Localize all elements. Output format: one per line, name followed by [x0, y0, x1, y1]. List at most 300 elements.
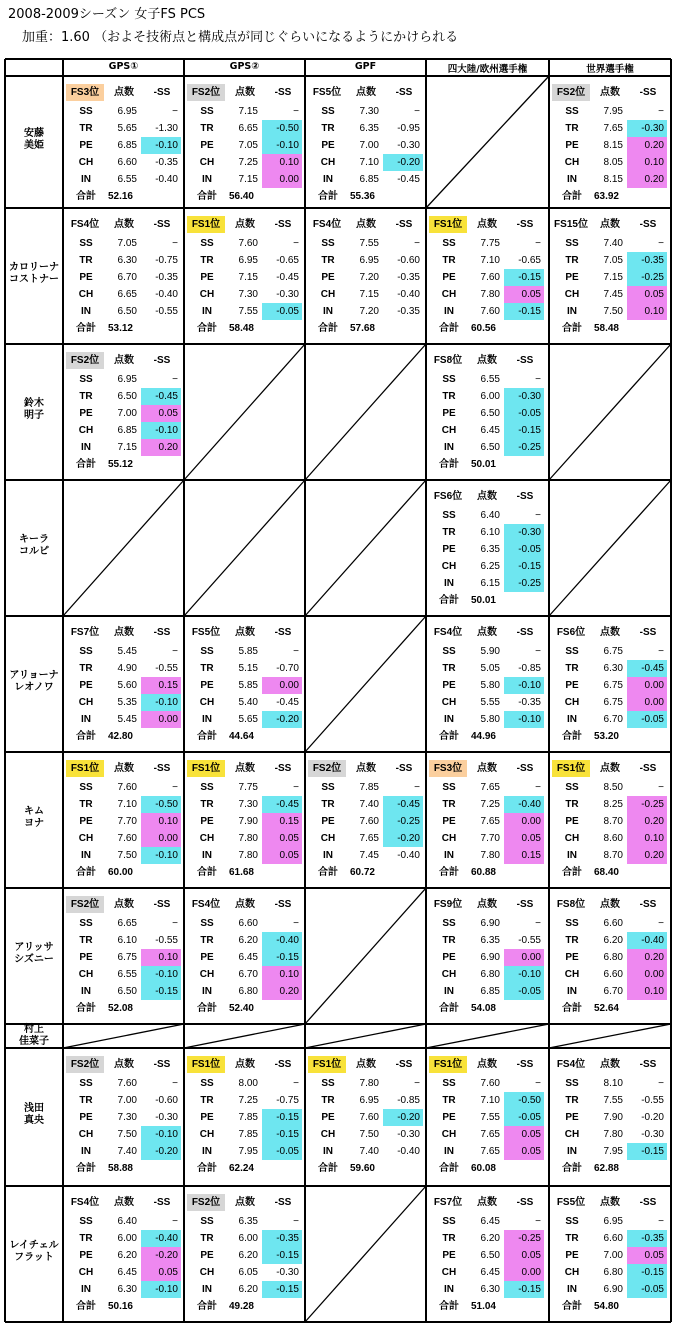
diff-value: -0.55 — [518, 935, 541, 946]
diff-value: -0.15 — [262, 1109, 302, 1126]
component-score: 6.45 — [480, 425, 500, 436]
diff-value: -0.45 — [262, 796, 302, 813]
component-label: SS — [321, 1078, 335, 1089]
total-label: 合計 — [76, 459, 96, 470]
component-label: IN — [444, 850, 454, 861]
component-score: 6.95 — [603, 1216, 623, 1227]
component-label: CH — [441, 561, 457, 572]
component-score: 8.60 — [603, 833, 623, 844]
rank-badge: FS1位 — [429, 1056, 467, 1073]
diff-value: -0.40 — [155, 174, 178, 185]
component-label: IN — [323, 306, 333, 317]
diff-value: -0.15 — [262, 1247, 302, 1264]
total-label: 合計 — [197, 731, 217, 742]
total-score: 53.12 — [107, 323, 133, 334]
component-label: CH — [199, 1267, 215, 1278]
diff-value: -0.35 — [397, 272, 420, 283]
empty-cell-diagonal — [63, 1024, 184, 1048]
diff-value: -0.15 — [504, 558, 544, 575]
component-score: 6.50 — [480, 1250, 500, 1261]
diff-value: -0.10 — [141, 1281, 181, 1298]
diff-value: -0.55 — [155, 935, 178, 946]
diff-value: − — [172, 106, 178, 117]
component-score: 7.70 — [117, 816, 137, 827]
component-label: TR — [442, 1233, 456, 1244]
component-label: PE — [442, 952, 456, 963]
component-score: 6.65 — [117, 289, 137, 300]
empty-cell-diagonal — [305, 480, 426, 616]
total-label: 合計 — [318, 1163, 338, 1174]
score-header: 点数 — [356, 219, 376, 230]
component-score: 7.85 — [359, 782, 379, 793]
skater-name: カロリーナ コストナー — [9, 262, 59, 285]
component-score: 6.20 — [238, 935, 258, 946]
diff-value: -0.20 — [141, 1143, 181, 1160]
diff-header: -SS — [516, 491, 534, 502]
component-label: PE — [442, 544, 456, 555]
empty-cell-diagonal — [305, 888, 426, 1024]
component-score: 7.80 — [238, 833, 258, 844]
total-score: 52.16 — [107, 191, 133, 202]
total-label: 合計 — [76, 323, 96, 334]
diff-value: 0.00 — [141, 711, 181, 728]
component-score: 7.50 — [603, 306, 623, 317]
diff-value: 0.00 — [262, 171, 302, 188]
component-label: IN — [444, 714, 454, 725]
rank-badge: FS15位 — [554, 219, 588, 230]
component-score: 5.05 — [480, 663, 500, 674]
diff-value: 0.15 — [141, 677, 181, 694]
component-label: PE — [200, 140, 214, 151]
component-score: 5.15 — [238, 663, 258, 674]
component-score: 6.60 — [117, 157, 137, 168]
component-label: IN — [81, 306, 91, 317]
component-label: SS — [442, 510, 456, 521]
empty-cell-diagonal — [305, 344, 426, 480]
total-label: 合計 — [562, 191, 582, 202]
component-label: TR — [442, 255, 456, 266]
component-label: PE — [565, 816, 579, 827]
component-label: SS — [321, 238, 335, 249]
component-label: CH — [564, 1267, 580, 1278]
rank-badge: FS4位 — [433, 627, 463, 638]
diff-value: -0.35 — [627, 1230, 667, 1247]
diff-value: -0.50 — [262, 120, 302, 137]
component-score: 5.85 — [238, 646, 258, 657]
component-score: 7.95 — [603, 1146, 623, 1157]
component-label: PE — [200, 952, 214, 963]
diff-value: -0.95 — [397, 123, 420, 134]
component-score: 8.70 — [603, 850, 623, 861]
component-label: SS — [79, 1078, 93, 1089]
rank-badge: FS4位 — [70, 219, 100, 230]
score-header: 点数 — [114, 219, 134, 230]
rank-badge: FS2位 — [308, 760, 346, 777]
diff-value: -0.30 — [155, 1112, 178, 1123]
component-label: CH — [199, 833, 215, 844]
diff-value: -0.40 — [397, 1146, 420, 1157]
diff-value: -0.15 — [262, 1126, 302, 1143]
diff-header: -SS — [516, 763, 534, 774]
diff-value: -0.10 — [504, 711, 544, 728]
component-score: 6.50 — [117, 391, 137, 402]
diff-value: -0.30 — [504, 524, 544, 541]
diff-value: -0.60 — [397, 255, 420, 266]
score-header: 点数 — [114, 1197, 134, 1208]
skater-name: 鈴木 明子 — [24, 398, 44, 421]
diff-value: − — [414, 1078, 420, 1089]
component-label: TR — [442, 799, 456, 810]
total-label: 合計 — [76, 867, 96, 878]
diff-value: − — [172, 1078, 178, 1089]
diff-value: 0.05 — [627, 286, 667, 303]
component-score: 7.80 — [359, 1078, 379, 1089]
component-label: SS — [442, 238, 456, 249]
diff-value: -0.45 — [141, 388, 181, 405]
component-score: 6.65 — [117, 918, 137, 929]
diff-value: -0.55 — [155, 306, 178, 317]
total-score: 60.72 — [349, 867, 375, 878]
component-score: 7.45 — [359, 850, 379, 861]
component-label: TR — [79, 1095, 93, 1106]
component-label: IN — [202, 986, 212, 997]
diff-value: 0.05 — [627, 1247, 667, 1264]
score-header: 点数 — [600, 87, 620, 98]
component-label: SS — [565, 782, 579, 793]
diff-value: -0.10 — [141, 694, 181, 711]
component-score: 7.15 — [117, 442, 137, 453]
component-label: PE — [442, 1250, 456, 1261]
page-subtitle: 加重：1.60 （およそ技術点と構成点が同じぐらいになるようにかけられる — [22, 30, 459, 45]
component-score: 6.60 — [238, 918, 258, 929]
diff-value: -0.35 — [518, 697, 541, 708]
component-score: 6.80 — [238, 986, 258, 997]
component-label: IN — [567, 174, 577, 185]
diff-header: -SS — [395, 763, 413, 774]
component-score: 6.10 — [117, 935, 137, 946]
component-score: 6.55 — [480, 374, 500, 385]
component-score: 5.80 — [480, 680, 500, 691]
component-label: TR — [565, 1095, 579, 1106]
total-score: 59.60 — [349, 1163, 375, 1174]
diff-header: -SS — [153, 219, 171, 230]
diff-value: -0.05 — [504, 541, 544, 558]
diff-value: -0.55 — [641, 1095, 664, 1106]
component-score: 7.40 — [603, 238, 623, 249]
component-score: 6.75 — [117, 952, 137, 963]
score-header: 点数 — [600, 627, 620, 638]
component-score: 6.90 — [480, 918, 500, 929]
component-score: 6.75 — [603, 697, 623, 708]
component-score: 5.35 — [117, 697, 137, 708]
component-label: PE — [321, 140, 335, 151]
diff-value: -0.10 — [141, 847, 181, 864]
score-header: 点数 — [600, 1059, 620, 1070]
rank-badge: FS7位 — [433, 1197, 463, 1208]
component-label: TR — [321, 799, 335, 810]
component-score: 6.00 — [238, 1233, 258, 1244]
component-score: 6.95 — [117, 106, 137, 117]
total-score: 44.64 — [228, 731, 254, 742]
diff-value: 0.05 — [262, 847, 302, 864]
score-header: 点数 — [600, 899, 620, 910]
score-header: 点数 — [235, 899, 255, 910]
event-header: GPS① — [108, 61, 139, 72]
component-label: TR — [442, 1095, 456, 1106]
diff-value: -0.85 — [397, 1095, 420, 1106]
total-label: 合計 — [439, 323, 459, 334]
component-label: PE — [79, 952, 93, 963]
total-label: 合計 — [318, 323, 338, 334]
component-score: 5.60 — [117, 680, 137, 691]
total-label: 合計 — [439, 595, 459, 606]
component-label: PE — [79, 272, 93, 283]
diff-value: -0.05 — [504, 983, 544, 1000]
component-score: 8.25 — [603, 799, 623, 810]
diff-value: 0.20 — [262, 983, 302, 1000]
component-score: 6.15 — [480, 578, 500, 589]
component-label: CH — [320, 833, 336, 844]
component-score: 5.45 — [117, 646, 137, 657]
component-score: 7.65 — [480, 1129, 500, 1140]
diff-value: − — [172, 238, 178, 249]
diff-value: 0.05 — [504, 286, 544, 303]
diff-header: -SS — [639, 1197, 657, 1208]
diff-value: -0.35 — [155, 157, 178, 168]
diff-value: 0.10 — [627, 303, 667, 320]
v-rule — [183, 59, 185, 1322]
diff-value: -0.45 — [276, 272, 299, 283]
component-score: 6.95 — [359, 255, 379, 266]
component-label: SS — [200, 646, 214, 657]
component-score: 6.35 — [238, 1216, 258, 1227]
skater-name: レイチェル フラット — [9, 1240, 59, 1263]
diff-value: -0.30 — [276, 1267, 299, 1278]
component-label: IN — [323, 174, 333, 185]
component-label: IN — [567, 306, 577, 317]
rank-badge: FS4位 — [70, 1197, 100, 1208]
diff-header: -SS — [516, 219, 534, 230]
component-label: TR — [200, 663, 214, 674]
total-score: 60.08 — [470, 1163, 496, 1174]
rank-badge: FS1位 — [187, 760, 225, 777]
component-score: 6.45 — [117, 1267, 137, 1278]
score-header: 点数 — [356, 1059, 376, 1070]
total-label: 合計 — [197, 1163, 217, 1174]
total-score: 56.40 — [228, 191, 254, 202]
diff-value: − — [535, 1078, 541, 1089]
diff-header: -SS — [516, 899, 534, 910]
diff-value: − — [172, 374, 178, 385]
component-score: 7.90 — [238, 816, 258, 827]
rank-badge: FS2位 — [66, 352, 104, 369]
score-header: 点数 — [477, 1197, 497, 1208]
diff-value: -0.25 — [504, 575, 544, 592]
empty-cell-diagonal — [549, 344, 671, 480]
diff-header: -SS — [516, 355, 534, 366]
diff-value: 0.05 — [262, 830, 302, 847]
component-score: 6.35 — [359, 123, 379, 134]
component-label: TR — [79, 663, 93, 674]
diff-header: -SS — [274, 1059, 292, 1070]
diff-value: 0.10 — [262, 154, 302, 171]
total-score: 55.12 — [107, 459, 133, 470]
component-label: TR — [200, 935, 214, 946]
component-label: SS — [200, 238, 214, 249]
component-score: 8.15 — [603, 174, 623, 185]
score-header: 点数 — [114, 355, 134, 366]
diff-header: -SS — [639, 627, 657, 638]
component-label: CH — [320, 289, 336, 300]
score-header: 点数 — [477, 899, 497, 910]
diff-value: − — [293, 782, 299, 793]
component-score: 7.60 — [480, 306, 500, 317]
component-label: SS — [442, 374, 456, 385]
component-score: 7.60 — [359, 816, 379, 827]
component-label: PE — [442, 408, 456, 419]
diff-header: -SS — [274, 1197, 292, 1208]
component-score: 7.45 — [603, 289, 623, 300]
diff-value: 0.00 — [504, 813, 544, 830]
diff-value: -0.20 — [383, 830, 423, 847]
total-label: 合計 — [197, 1003, 217, 1014]
diff-value: -0.05 — [627, 711, 667, 728]
component-label: SS — [442, 1216, 456, 1227]
diff-value: -1.30 — [155, 123, 178, 134]
component-label: TR — [79, 255, 93, 266]
diff-value: 0.10 — [627, 983, 667, 1000]
total-label: 合計 — [562, 1163, 582, 1174]
component-label: IN — [567, 1146, 577, 1157]
skater-name: アリョーナ レオノワ — [9, 670, 59, 693]
component-score: 6.30 — [480, 1284, 500, 1295]
rank-badge: FS1位 — [187, 1056, 225, 1073]
component-score: 7.10 — [480, 255, 500, 266]
diff-value: − — [658, 918, 664, 929]
component-score: 6.40 — [480, 510, 500, 521]
component-score: 7.80 — [480, 289, 500, 300]
diff-header: -SS — [516, 1197, 534, 1208]
diff-header: -SS — [639, 219, 657, 230]
component-label: TR — [200, 799, 214, 810]
component-score: 7.50 — [117, 850, 137, 861]
component-score: 7.95 — [603, 106, 623, 117]
diff-value: -0.30 — [276, 289, 299, 300]
component-label: SS — [79, 238, 93, 249]
component-score: 7.10 — [480, 1095, 500, 1106]
total-score: 58.48 — [593, 323, 619, 334]
total-label: 合計 — [439, 1163, 459, 1174]
component-score: 7.30 — [238, 799, 258, 810]
component-score: 7.05 — [117, 238, 137, 249]
component-score: 6.90 — [603, 1284, 623, 1295]
component-score: 6.70 — [603, 714, 623, 725]
total-score: 55.36 — [349, 191, 375, 202]
diff-value: -0.65 — [518, 255, 541, 266]
rank-badge: FS1位 — [308, 1056, 346, 1073]
component-score: 6.45 — [480, 1267, 500, 1278]
diff-value: -0.35 — [627, 252, 667, 269]
score-header: 点数 — [477, 355, 497, 366]
diff-value: -0.15 — [504, 422, 544, 439]
diff-value: -0.35 — [397, 306, 420, 317]
diff-value: -0.25 — [504, 439, 544, 456]
total-score: 57.68 — [349, 323, 375, 334]
component-label: IN — [444, 1284, 454, 1295]
total-score: 52.08 — [107, 1003, 133, 1014]
total-score: 44.96 — [470, 731, 496, 742]
rank-badge: FS3位 — [429, 760, 467, 777]
component-label: CH — [199, 157, 215, 168]
total-label: 合計 — [76, 1003, 96, 1014]
v-rule — [548, 59, 550, 1322]
rank-badge: FS3位 — [66, 84, 104, 101]
diff-value: − — [414, 106, 420, 117]
component-label: PE — [79, 408, 93, 419]
empty-cell-diagonal — [549, 1024, 671, 1048]
component-score: 6.70 — [238, 969, 258, 980]
diff-value: − — [172, 782, 178, 793]
component-score: 5.65 — [117, 123, 137, 134]
diff-value: -0.75 — [155, 255, 178, 266]
component-label: IN — [202, 1146, 212, 1157]
component-label: PE — [321, 272, 335, 283]
diff-value: -0.05 — [504, 405, 544, 422]
component-label: CH — [199, 1129, 215, 1140]
diff-value: − — [535, 918, 541, 929]
total-score: 50.01 — [470, 459, 496, 470]
skater-name: 安藤 美姫 — [24, 128, 44, 151]
diff-value: -0.45 — [276, 697, 299, 708]
total-label: 合計 — [439, 459, 459, 470]
component-label: CH — [564, 1129, 580, 1140]
component-score: 6.45 — [238, 952, 258, 963]
component-label: CH — [199, 969, 215, 980]
component-label: IN — [567, 986, 577, 997]
diff-value: -0.10 — [141, 966, 181, 983]
component-label: IN — [444, 578, 454, 589]
component-score: 7.30 — [359, 106, 379, 117]
diff-value: -0.30 — [397, 140, 420, 151]
component-label: CH — [199, 697, 215, 708]
component-label: CH — [78, 1129, 94, 1140]
component-label: IN — [444, 442, 454, 453]
diff-header: -SS — [274, 627, 292, 638]
score-header: 点数 — [477, 219, 497, 230]
diff-header: -SS — [639, 1059, 657, 1070]
diff-value: − — [535, 510, 541, 521]
total-score: 51.04 — [470, 1301, 496, 1312]
diff-value: -0.40 — [627, 932, 667, 949]
skater-name: 村上 佳菜子 — [19, 1024, 49, 1047]
score-header: 点数 — [114, 87, 134, 98]
component-score: 6.20 — [480, 1233, 500, 1244]
rank-badge: FS5位 — [312, 87, 342, 98]
diff-value: 0.20 — [141, 439, 181, 456]
diff-value: -0.15 — [262, 1281, 302, 1298]
diff-value: -0.35 — [155, 272, 178, 283]
diff-header: -SS — [153, 87, 171, 98]
diff-value: − — [658, 1078, 664, 1089]
rank-badge: FS6位 — [433, 491, 463, 502]
component-label: CH — [78, 289, 94, 300]
empty-cell-diagonal — [426, 1024, 549, 1048]
diff-value: -0.15 — [141, 983, 181, 1000]
component-score: 6.55 — [117, 174, 137, 185]
component-score: 6.30 — [603, 663, 623, 674]
diff-value: -0.05 — [627, 1281, 667, 1298]
component-label: IN — [81, 1146, 91, 1157]
